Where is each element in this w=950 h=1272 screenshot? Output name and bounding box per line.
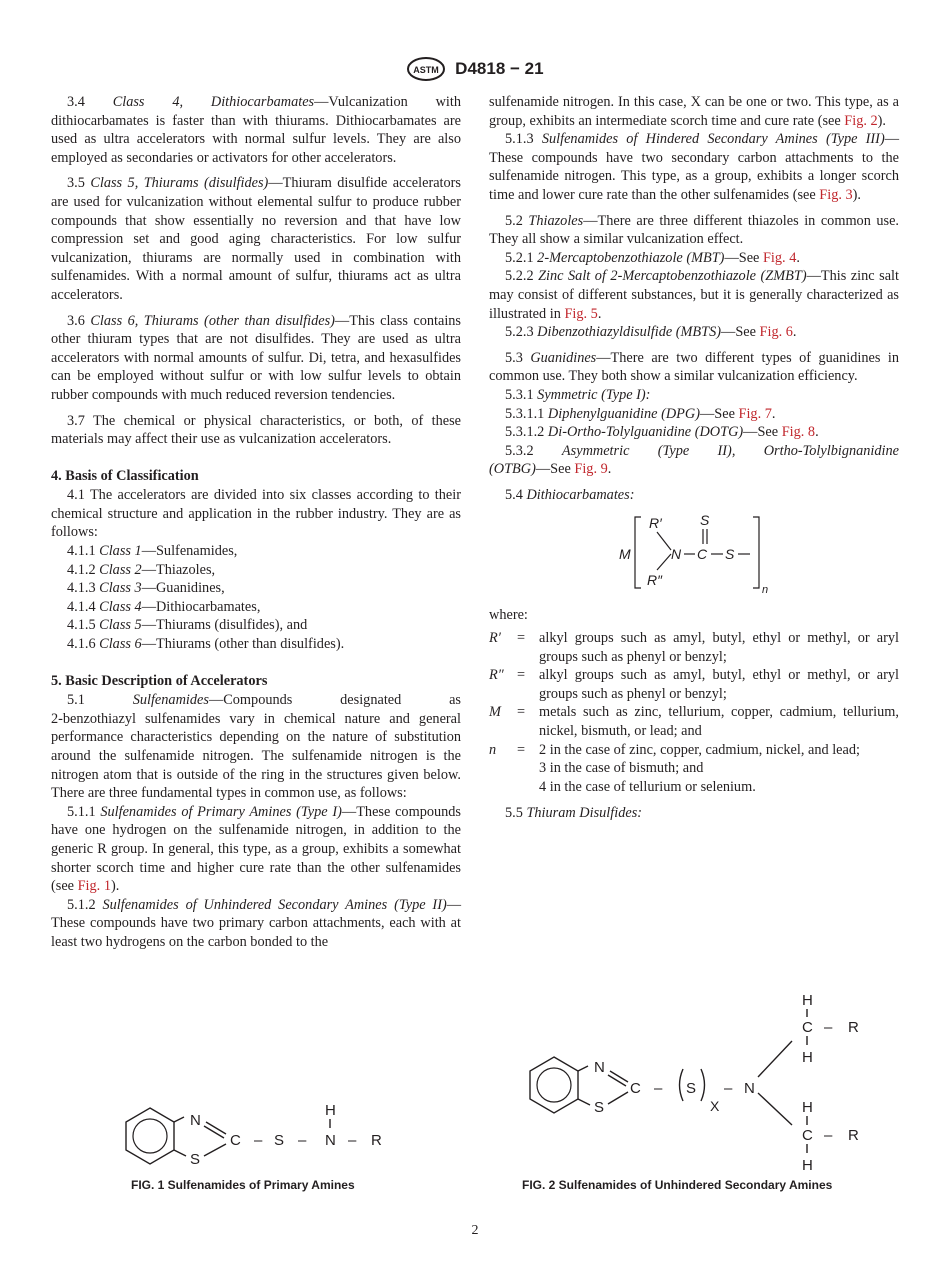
fig1-R: R: [371, 1132, 382, 1149]
astm-logo-icon: [406, 56, 446, 82]
fig2-H-lower-top: H: [802, 1099, 813, 1116]
formula-S-top: S: [700, 512, 710, 529]
fig2-X: X: [710, 1098, 720, 1114]
section-5-3: 5.3 Guanidines—There are two different types of guanidines in common use. They both show a similar vulcanization efficiency.: [489, 349, 900, 385]
section-5-3-1-2: 5.3.1.2 Di-Ortho-Tolylguanidine (DOTG)—See Fig. 8.: [505, 424, 819, 441]
section-5-1-2: 5.1.2 Sulfenamides of Unhindered Secondary Amines (Type II)—These compounds have two primary carbon attachments, each with at least two hydrogens on the carbon bonded to the: [51, 896, 462, 950]
fig2-dash: –: [654, 1080, 663, 1097]
formula-n: n: [762, 584, 769, 597]
section-5-3-1-1: 5.3.1.1 Diphenylguanidine (DPG)—See Fig. 7.: [505, 405, 776, 422]
section-5-2-2: 5.2.2 Zinc Salt of 2-Mercaptobenzothiazole (ZMBT)—This zinc salt may consist of different substances, but it is generally characterized as illustrated in Fig. 5.: [489, 268, 899, 322]
fig-2-caption: FIG. 2 Sulfenamides of Unhindered Secondary Amines: [522, 1178, 833, 1192]
section-5-2: 5.2 Thiazoles—There are three different thiazoles in common use. They all show a similar vulcanization effect.: [489, 212, 899, 248]
section-5-3-2-line1: 5.3.2 Asymmetric (Type II), Ortho-Tolylbignanidine: [505, 442, 900, 459]
class-item: 4.1.4 Class 4—Dithiocarbamates,: [67, 598, 261, 615]
section-5-1-2-cont: sulfenamide nitrogen. In this case, X can be one or two. This type, as a group, exhibits an intermediate scorch time and cure rate (see Fig. 2).: [489, 94, 899, 129]
fig2-H-upper-bottom: H: [802, 1049, 813, 1066]
fig2-C: C: [630, 1080, 641, 1097]
fig2-ring-N: N: [594, 1059, 605, 1076]
class-item: 4.1.1 Class 1—Sulfenamides,: [67, 543, 238, 560]
fig-3-link[interactable]: Fig. 3: [819, 186, 853, 203]
fig2-dash: –: [724, 1080, 733, 1097]
class-item: 4.1.6 Class 6—Thiurams (other than disulfides).: [67, 636, 345, 653]
fig-4-link[interactable]: Fig. 4: [762, 249, 797, 266]
definition-row: R″ = alkyl groups such as amyl, butyl, ethyl or methyl, or aryl groups such as phenyl or benzyl;: [489, 667, 899, 702]
definition-row: R′ = alkyl groups such as amyl, butyl, ethyl or methyl, or aryl groups such as phenyl or benzyl;: [489, 630, 899, 665]
section-5-1-3: 5.1.3 Sulfenamides of Hindered Secondary Amines (Type III)—These compounds have two secondary carbon attachments to the sulfenamide nitrogen. This type, as a group, exhibits a longer scorch time and lower cure rate than the other sulfenamides (see Fig. 3).: [489, 131, 900, 203]
formula-S: S: [725, 546, 735, 563]
fig2-bracket-right: [701, 1069, 705, 1101]
definition-row: n = 2 in the case of zinc, copper, cadmium, nickel, and lead;: [489, 741, 860, 758]
formula-R2: R″: [647, 572, 663, 589]
fig1-dash: –: [348, 1132, 357, 1149]
section-5-3-2: (OTBG)—See Fig. 9.: [489, 461, 612, 478]
section-3-7: 3.7 The chemical or physical characteristics, or both, of these materials may affect their use as vulcanization accelerators.: [51, 412, 461, 448]
section-5-3-1: 5.3.1 Symmetric (Type I):: [505, 386, 651, 403]
fig1-dash: –: [254, 1132, 263, 1149]
section-3-6: 3.6 Class 6, Thiurams (other than disulfides)—This class contains other thiuram types that are not disulfides. They are used as ultra accelerators with normal amounts of sulfur. Di, tetra, and hexasulfides can be employed without sulfur or with low sulfur levels to obtain rubber compounds with much reduced reversion tendencies.: [51, 312, 461, 403]
page-header: [0, 56, 950, 82]
fig1-C: C: [230, 1132, 241, 1149]
where-label: where:: [489, 607, 528, 624]
fig-2-link[interactable]: Fig. 2: [844, 112, 878, 129]
definition-row: 4 in the case of tellurium or selenium.: [539, 778, 756, 795]
fig2-N: N: [744, 1080, 755, 1097]
fig-1-caption: FIG. 1 Sulfenamides of Primary Amines: [131, 1178, 355, 1192]
dithiocarbamate-formula: [489, 506, 899, 598]
section-5-2-1: 5.2.1 2-Mercaptobenzothiazole (MBT)—See Fig. 4.: [505, 249, 800, 266]
fig2-H-top: H: [802, 992, 813, 1009]
svg-text:ASTM: ASTM: [413, 65, 440, 75]
fig2-dash: –: [824, 1019, 833, 1036]
definition-list: [489, 629, 899, 796]
fig-2-structure: [522, 985, 882, 1175]
section-4-1: 4.1 The accelerators are divided into six classes according to their chemical structure and application in the rubber industry. They are as follows:: [51, 487, 461, 541]
fig-5-link[interactable]: Fig. 5: [564, 305, 598, 322]
formula-C: C: [697, 546, 708, 563]
right-column: [489, 93, 899, 823]
formula-N: N: [671, 546, 682, 563]
page-number: 2: [471, 1223, 479, 1238]
section-3-4: 3.4 Class 4, Dithiocarbamates—Vulcanization with dithiocarbamates is faster than with thiurams. Dithiocarbamates are used as ultra accelerators with normal sulfur levels. They are also employed as secondaries or activators for other accelerators.: [51, 94, 461, 166]
section-5-1: 2-benzothiazyl sulfenamides vary in chemical nature and general performance characteristics depending on the nature of substitution around the sulfenamide nitrogen. The sulfenamide nitrogen is the nitrogen atom that is outside of the ring in the structures given below. There are three fundamental types in common use, as follows:: [51, 710, 461, 802]
fig1-ring-N: N: [190, 1112, 201, 1129]
formula-bracket-left: [635, 517, 641, 588]
fig2-dash: –: [824, 1127, 833, 1144]
designation: D4818 − 21: [455, 59, 544, 78]
fig2-bracket-left: [680, 1069, 684, 1101]
section-5-2-3: 5.2.3 Dibenzothiazyldisulfide (MBTS)—See Fig. 6.: [505, 324, 797, 341]
fig2-C-upper: C: [802, 1019, 813, 1036]
formula-bracket-right: [753, 517, 759, 588]
heading-section-5: 5. Basic Description of Accelerators: [51, 672, 268, 689]
class-item: 4.1.2 Class 2—Thiazoles,: [67, 561, 216, 578]
formula-bond-r1: [657, 532, 671, 550]
section-5-5: 5.5 Thiuram Disulfides:: [505, 805, 643, 822]
fig2-ring-S: S: [594, 1099, 605, 1116]
fig1-H: H: [325, 1102, 336, 1119]
section-3-5: 3.5 Class 5, Thiurams (disulfides)—Thiuram disulfide accelerators are used for vulcanization without elemental sulfur to produce rubber compounds that show essentially no reversion and that have low compression set and good aging characteristics. For low sulfur vulcanization, thiurams are normally used in combination with sulfenamides. With a normal amount of sulfur, thiurams act as ultra accelerators.: [51, 175, 462, 303]
fig-7-link[interactable]: Fig. 7: [738, 405, 772, 422]
heading-section-4: 4. Basis of Classification: [51, 467, 199, 484]
formula-R1: R′: [649, 515, 662, 532]
section-5-1-1: 5.1.1 Sulfenamides of Primary Amines (Type I)—These compounds have one hydrogen on the sulfenamide nitrogen, in addition to the generic R group. In general, this type, as a group, exhibits a somewhat shorter scorch time and higher cure rate than the other sulfenamides (see Fig. 1).: [51, 803, 461, 895]
fig-6-link[interactable]: Fig. 6: [759, 324, 793, 341]
fig-1-link[interactable]: Fig. 1: [77, 878, 111, 895]
fig1-dash: –: [298, 1132, 307, 1149]
fig1-N: N: [325, 1132, 336, 1149]
class-list: [51, 542, 461, 654]
class-item: 4.1.3 Class 3—Guanidines,: [67, 580, 225, 597]
fig2-H-bottom: H: [802, 1157, 813, 1174]
fig-8-link[interactable]: Fig. 8: [781, 424, 816, 441]
fig1-S: S: [274, 1132, 285, 1149]
fig1-benzene-circle: [133, 1119, 167, 1153]
fig2-C-lower: C: [802, 1127, 813, 1144]
left-column: [51, 93, 461, 952]
fig2-R-lower: R: [848, 1127, 859, 1144]
fig-1-structure: [120, 1100, 420, 1180]
fig2-benzene-circle: [537, 1068, 571, 1102]
formula-M: M: [619, 546, 631, 563]
definition-row: M = metals such as zinc, tellurium, copper, cadmium, tellurium, nickel, bismuth, or lead; and: [489, 704, 899, 740]
class-item: 4.1.5 Class 5—Thiurams (disulfides), and: [67, 617, 308, 634]
fig1-ring-S: S: [190, 1151, 201, 1168]
fig2-R-upper: R: [848, 1019, 859, 1036]
formula-bond-r2: [657, 554, 671, 570]
section-5-1-line1: 5.1 Sulfenamides—Compounds designated as: [67, 692, 462, 709]
definition-row: 3 in the case of bismuth; and: [539, 760, 704, 777]
fig-9-link[interactable]: Fig. 9: [574, 461, 608, 478]
section-5-4: 5.4 Dithiocarbamates:: [505, 486, 635, 503]
fig2-S: S: [686, 1080, 697, 1097]
